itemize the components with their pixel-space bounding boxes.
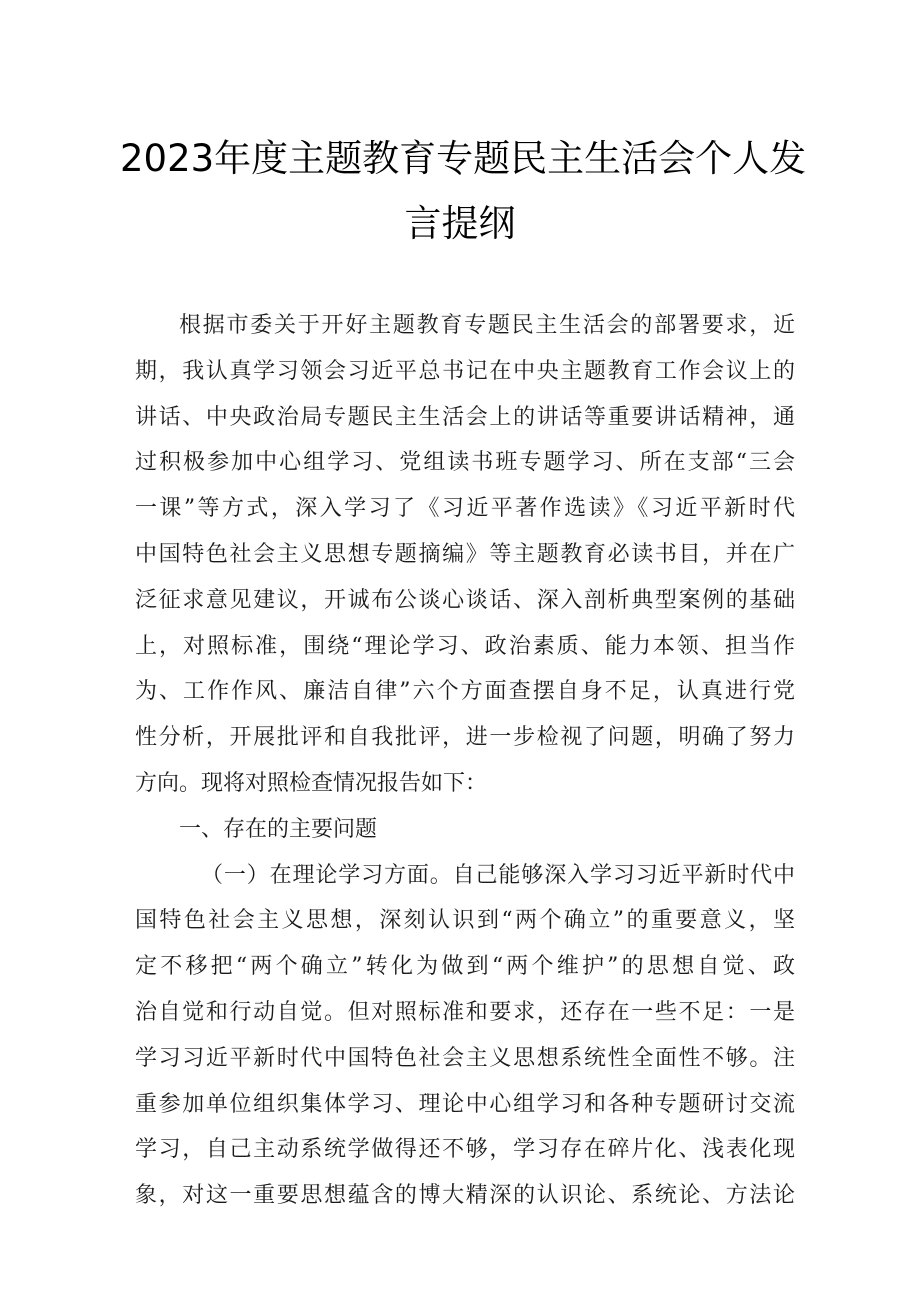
paragraph-line: 期，我认真学习领会习近平总书记在中央主题教育工作会议上的 [135,358,795,384]
document-title-line-2: 言提纲 [404,202,516,245]
paragraph-line: 中国特色社会主义思想专题摘编》等主题教育必读书目，并在广 [135,541,795,567]
paragraph-line: 方向。现将对照检查情况报告如下： [135,770,488,796]
paragraph-line: 上，对照标准，围绕“理论学习、政治素质、能力本领、担当作 [135,633,795,659]
paragraph-line: 定不移把“两个确立”转化为做到“两个维护”的思想自觉、政 [135,954,795,980]
paragraph-line: 学习习近平新时代中国特色社会主义思想系统性全面性不够。注 [135,1045,795,1071]
paragraph-line: 根据市委关于开好主题教育专题民主生活会的部署要求，近 [179,313,795,338]
paragraph-line: 过积极参加中心组学习、党组读书班专题学习、所在支部“三会 [135,450,795,476]
document-title-line-1: 2023年度主题教育专题民主生活会个人发 [120,137,807,180]
paragraph-line: 为、工作作风、廉洁自律”六个方面查摆自身不足，认真进行党 [135,679,795,705]
paragraph-line: 象，对这一重要思想蕴含的博大精深的认识论、系统论、方法论 [135,1183,795,1209]
paragraph-line: 治自觉和行动自觉。但对照标准和要求，还存在一些不足：一是 [135,999,795,1025]
paragraph-line: 性分析，开展批评和自我批评，进一步检视了问题，明确了努力 [135,725,795,751]
paragraph-line: 泛征求意见建议，开诚布公谈心谈话、深入剖析典型案例的基础 [135,587,795,613]
paragraph-line: 国特色社会主义思想，深刻认识到“两个确立”的重要意义，坚 [135,908,795,934]
paragraph-line: （一）在理论学习方面。自己能够深入学习习近平新时代中 [201,862,795,888]
paragraph-line: 讲话、中央政治局专题民主生活会上的讲话等重要讲话精神，通 [135,404,795,430]
section-heading: 一、存在的主要问题 [179,816,378,842]
paragraph-line: 学习，自己主动系统学做得还不够，学习存在碎片化、浅表化现 [135,1137,795,1163]
paragraph-line: 重参加单位组织集体学习、理论中心组学习和各种专题研讨交流 [135,1091,795,1117]
paragraph-line: 一课”等方式，深入学习了《习近平著作选读》《习近平新时代 [135,496,795,522]
document-body [135,303,795,1219]
